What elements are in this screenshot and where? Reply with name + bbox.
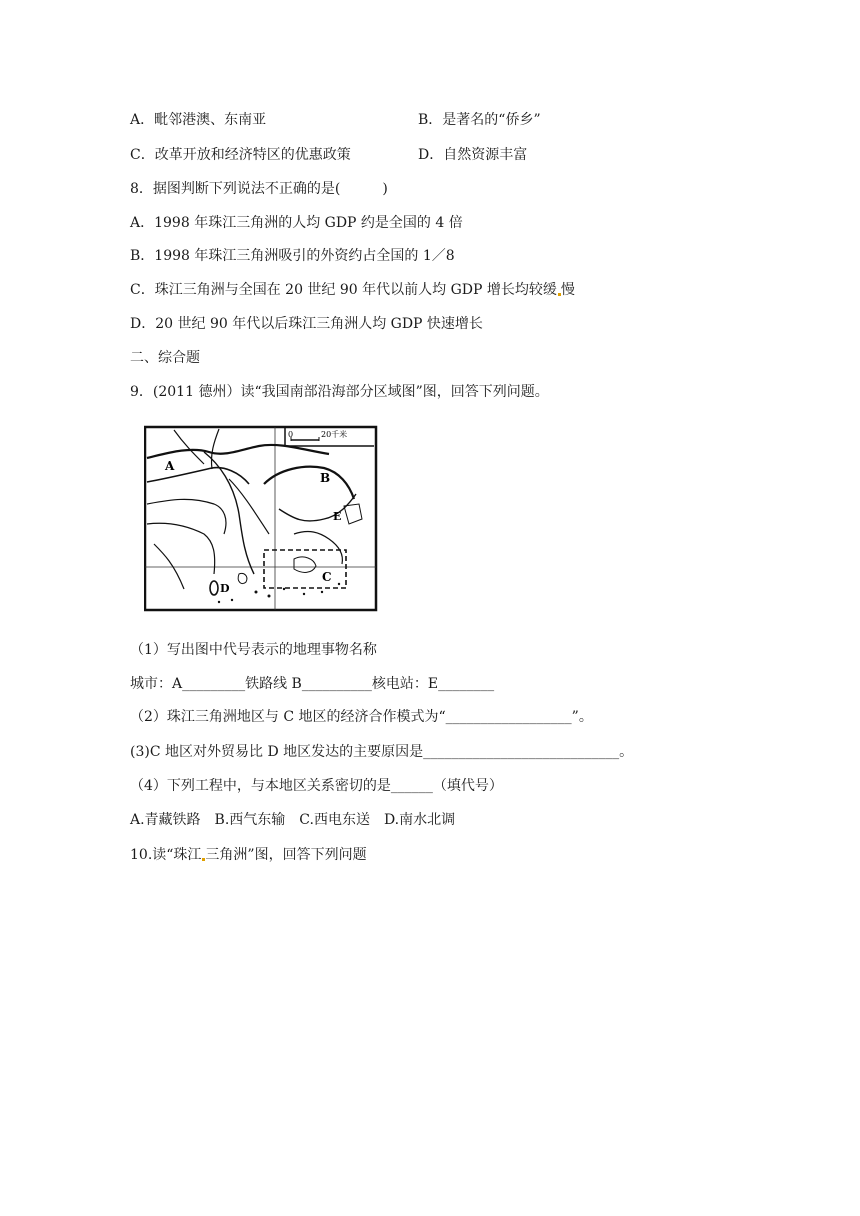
- q8-stem: 8．据图判断下列说法不正确的是( ): [130, 181, 388, 197]
- q7-option-c: C．改革开放和经济特区的优惠政策: [130, 147, 351, 163]
- region-map: [144, 424, 378, 614]
- q10-stem: [130, 845, 367, 865]
- q8-option-c-text: C．珠江三角洲与全国在 20 世纪 90 年代以前人均 GDP 增长均较缓: [130, 282, 557, 298]
- q8-option-b: B．1998 年珠江三角洲吸引的外资约占全国的 1／8: [130, 248, 455, 264]
- map-label-c: C: [322, 570, 332, 584]
- q9-part4-options: A.青藏铁路 B.西气东输 C.西电东送 D.南水北调: [130, 812, 456, 828]
- q8-option-c: [130, 280, 575, 300]
- q10-stem-text: 10.读“珠江: [130, 847, 202, 863]
- map-label-b: B: [320, 471, 331, 485]
- q8-option-c-tail: 慢: [560, 282, 575, 298]
- map-label-a: A: [165, 459, 175, 473]
- scale-zero: 0: [288, 430, 294, 439]
- q7-option-d: D．自然资源丰富: [418, 147, 528, 163]
- scale-label: 20千米: [321, 430, 348, 439]
- section-heading: 二、综合题: [130, 350, 200, 366]
- map-label-d: D: [220, 582, 230, 595]
- q8-option-d: D．20 世纪 90 年代以后珠江三角洲人均 GDP 快速增长: [130, 316, 483, 332]
- map-label-e: E: [333, 510, 342, 523]
- q9-part1-blanks: 城市：A_________铁路线 B__________核电站：E________: [130, 676, 495, 692]
- q9-part4: （4）下列工程中，与本地区关系密切的是______（填代号）: [130, 778, 503, 794]
- q9-stem: 9．(2011 德州）读“我国南部沿海部分区域图”图，回答下列问题。: [130, 384, 549, 400]
- q8-option-a: A．1998 年珠江三角洲的人均 GDP 约是全国的 4 倍: [130, 215, 463, 231]
- q9-part2: （2）珠江三角洲地区与 C 地区的经济合作模式为“__________________”。: [130, 709, 593, 725]
- q9-part3: (3)C 地区对外贸易比 D 地区发达的主要原因是____________________________。: [130, 744, 634, 760]
- q10-stem-tail: 三角洲”图，回答下列问题: [205, 847, 367, 863]
- q7-option-a: A．毗邻港澳、东南亚: [130, 112, 267, 128]
- q7-option-b: B．是著名的“侨乡”: [418, 112, 541, 128]
- q9-part1: （1）写出图中代号表示的地理事物名称: [130, 642, 377, 658]
